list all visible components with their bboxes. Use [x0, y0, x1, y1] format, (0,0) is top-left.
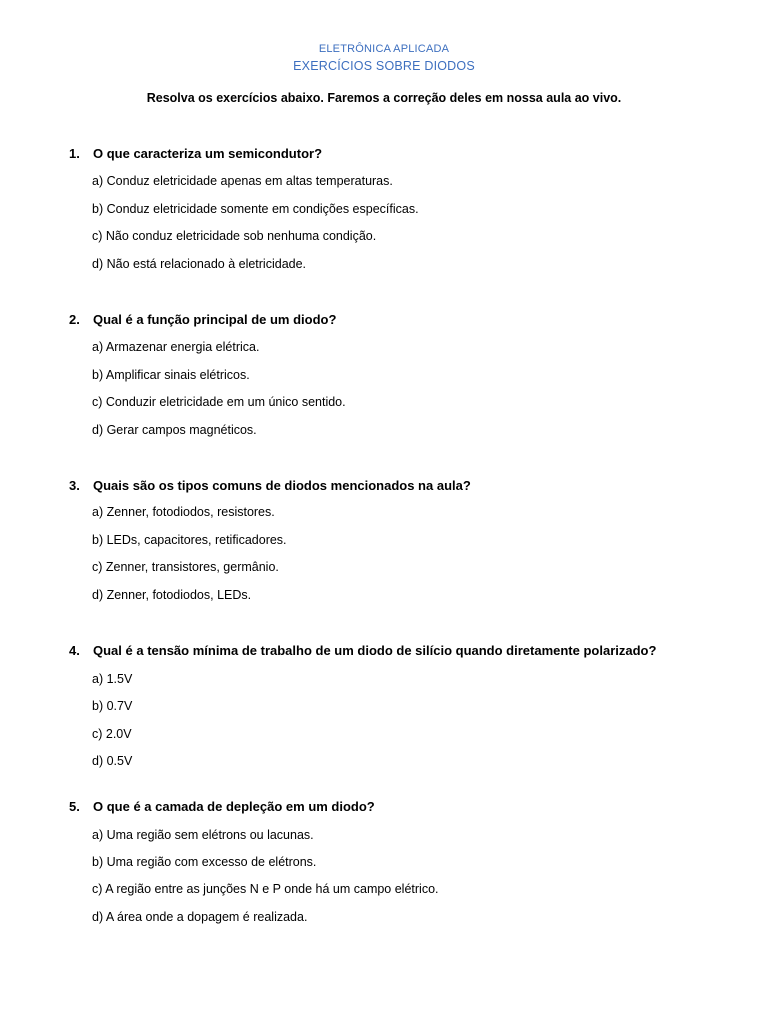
option-d: d) Gerar campos magnéticos.: [92, 423, 257, 437]
option-c: c) Zenner, transistores, germânio.: [92, 560, 279, 574]
option-d: d) 0.5V: [92, 754, 133, 768]
question-text: Qual é a função principal de um diodo?: [93, 312, 337, 327]
option-d: d) A área onde a dopagem é realizada.: [92, 910, 308, 924]
option-c: c) 2.0V: [92, 727, 132, 741]
option-b: b) Uma região com excesso de elétrons.: [92, 855, 317, 869]
question-number: 4.: [69, 643, 80, 658]
instructions-text: Resolva os exercícios abaixo. Faremos a correção deles em nossa aula ao vivo.: [146, 91, 622, 105]
question-text: Qual é a tensão mínima de trabalho de um diodo de silício quando diretamente polarizado?: [93, 643, 657, 658]
option-a: a) 1.5V: [92, 672, 133, 686]
question-text: O que caracteriza um semicondutor?: [93, 146, 323, 161]
option-c: c) Conduzir eletricidade em um único sentido.: [92, 395, 346, 409]
option-a: a) Uma região sem elétrons ou lacunas.: [92, 828, 314, 842]
question-number: 2.: [69, 312, 80, 327]
question-number: 3.: [69, 478, 80, 493]
document-title: EXERCÍCIOS SOBRE DIODOS: [293, 59, 475, 73]
option-c: c) A região entre as junções N e P onde há um campo elétrico.: [92, 882, 439, 896]
option-b: b) Amplificar sinais elétricos.: [92, 368, 250, 382]
option-d: d) Zenner, fotodiodos, LEDs.: [92, 588, 252, 602]
question-text: O que é a camada de depleção em um diodo?: [93, 799, 375, 814]
option-b: b) Conduz eletricidade somente em condições específicas.: [92, 202, 419, 216]
option-b: b) LEDs, capacitores, retificadores.: [92, 533, 287, 547]
option-b: b) 0.7V: [92, 699, 133, 713]
question-text: Quais são os tipos comuns de diodos mencionados na aula?: [93, 478, 471, 493]
question-number: 1.: [69, 146, 80, 161]
option-a: a) Zenner, fotodiodos, resistores.: [92, 505, 275, 519]
option-a: a) Armazenar energia elétrica.: [92, 340, 260, 354]
question-number: 5.: [69, 799, 80, 814]
option-d: d) Não está relacionado à eletricidade.: [92, 257, 307, 271]
option-c: c) Não conduz eletricidade sob nenhuma condição.: [92, 229, 377, 243]
subject-heading: ELETRÔNICA APLICADA: [318, 43, 450, 55]
option-a: a) Conduz eletricidade apenas em altas temperaturas.: [92, 174, 393, 188]
